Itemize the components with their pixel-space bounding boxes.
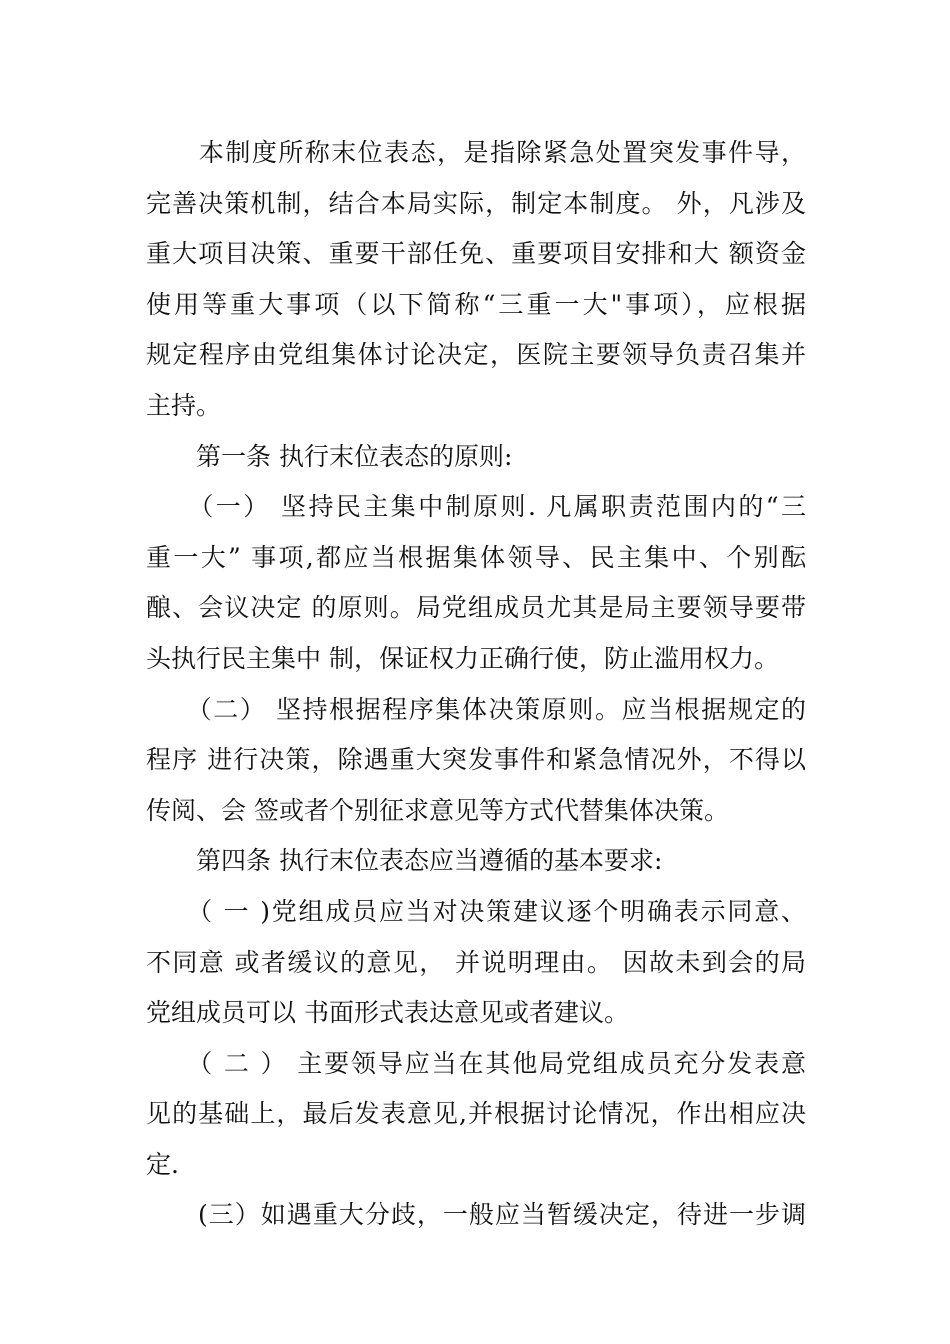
text-line: 程序 进行决策，除遇重大突发事件和紧急情况外，不得以 <box>146 745 806 775</box>
text-line: 传阅、会 签或者个别征求意见等方式代替集体决策。 <box>146 795 729 825</box>
text-line: 重大项目决策、重要干部任免、重要项目安排和大 额资金 <box>146 239 806 269</box>
text-line: 不同意 或者缓议的意见， 并说明理由。 因故未到会的局 <box>146 947 806 977</box>
text-line: 见的基础上，最后发表意见,并根据讨论情况，作出相应决 <box>146 1099 806 1129</box>
text-line: (三）如遇重大分歧，一般应当暂缓决定，待进一步调 <box>146 1200 806 1230</box>
text-line: 使用等重大事项（以下简称“三重一大"事项），应根据 <box>146 289 806 319</box>
text-line: （一） 坚持民主集中制原则. 凡属职责范围内的“三 <box>146 492 806 522</box>
article-heading: 第四条 执行末位表态应当遵循的基本要求: <box>146 846 663 876</box>
text-line: 党组成员可以 书面形式表达意见或者建议。 <box>146 998 629 1028</box>
text-line: 本制度所称末位表态，是指除紧急处置突发事件导， <box>146 138 806 167</box>
text-line: 头执行民主集中 制，保证权力正确行使，防止滥用权力。 <box>146 643 779 673</box>
text-line: 重一大” 事项,都应当根据集体领导、民主集中、个别酝 <box>146 542 806 572</box>
article-heading: 第一条 执行末位表态的原则: <box>146 441 513 471</box>
text-line: （ 一 )党组成员应当对决策建议逐个明确表示同意、 <box>146 896 806 926</box>
document-body <box>146 128 806 1241</box>
text-line: 主持。 <box>146 390 222 420</box>
text-line: （二） 坚持根据程序集体决策原则。应当根据规定的 <box>146 694 806 724</box>
text-line: 酿、会议决定 的原则。局党组成员尤其是局主要领导要带 <box>146 593 806 623</box>
text-line: 完善决策机制，结合本局实际，制定本制度。 外，凡涉及 <box>146 188 806 218</box>
text-line: 定. <box>146 1149 179 1179</box>
text-line: 规定程序由党组集体讨论决定，医院主要领导负责召集并 <box>146 340 806 370</box>
text-line: （ 二 ） 主要领导应当在其他局党组成员充分发表意 <box>146 1048 806 1078</box>
